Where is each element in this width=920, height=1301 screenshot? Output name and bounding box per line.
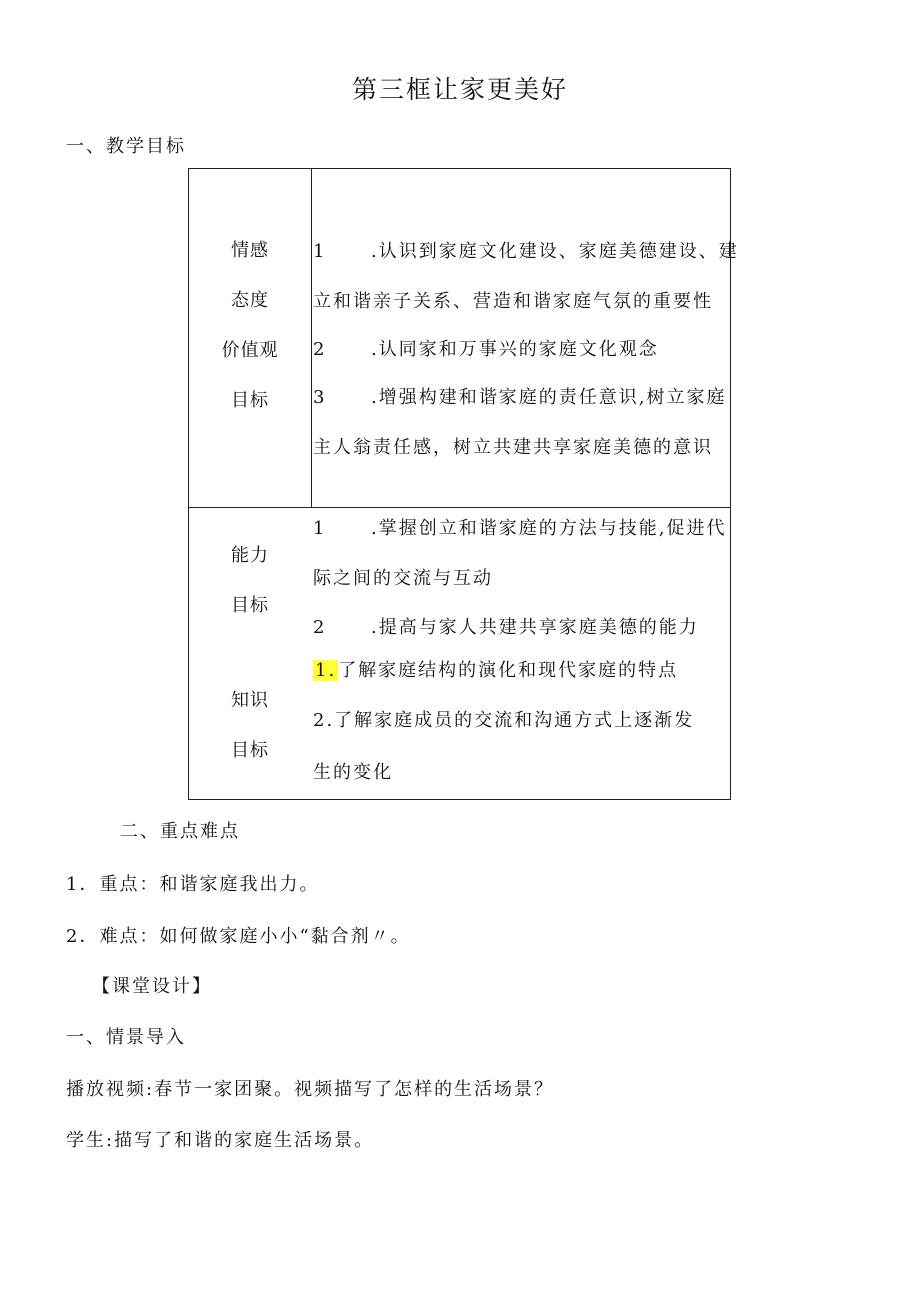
table-divider-horizontal [189,507,730,508]
ability-item: 际之间的交流与互动 [313,568,493,589]
video-prompt: 播放视频:春节一家团聚。视频描写了怎样的生活场景？ [66,1079,555,1100]
emotion-item: 2 .认同家和万事兴的家庭文化观念 [313,339,659,360]
table-divider-vertical [311,169,312,507]
emotion-item: 3 .增强构建和谐家庭的责任意识,树立家庭 [313,387,727,408]
highlight-marker: 1. [315,660,337,681]
emotion-item: 1 .认识到家庭文化建设、家庭美德建设、建 [313,241,739,262]
knowledge-item: 生的变化 [313,762,393,783]
section-heading-intro: 一、情景导入 [66,1027,186,1048]
student-answer: 学生:描写了和谐的家庭生活场景。 [66,1130,375,1151]
difficult-point: 2．难点：如何做家庭小小“黏合剂〃。 [66,926,411,947]
ability-item: 2 .提高与家人共建共享家庭美德的能力 [313,617,699,638]
page-title: 第三框让家更美好 [351,75,568,104]
section-heading-key-points: 二、重点难点 [120,821,240,842]
emotion-item: 主人翁责任感，树立共建共享家庭美德的意识 [313,437,713,458]
emotion-goal-label: 情感 态度 价值观 目标 [221,240,279,411]
section-heading-goals: 一、教学目标 [66,136,186,157]
class-design-heading: 【课堂设计】 [92,976,212,997]
knowledge-item: 2.了解家庭成员的交流和沟通方式上逐渐发 [313,710,695,731]
emotion-item: 立和谐亲子关系、营造和谐家庭气氛的重要性 [313,291,713,312]
knowledge-item: 1. 了解家庭结构的演化和现代家庭的特点 [315,660,679,681]
ability-item: 1 .掌握创立和谐家庭的方法与技能,促进代 [313,518,727,539]
knowledge-goal-label: 知识 目标 [231,690,269,761]
key-point: 1．重点：和谐家庭我出力。 [66,874,320,895]
ability-goal-label: 能力 目标 [231,545,269,616]
goals-table [188,168,739,800]
